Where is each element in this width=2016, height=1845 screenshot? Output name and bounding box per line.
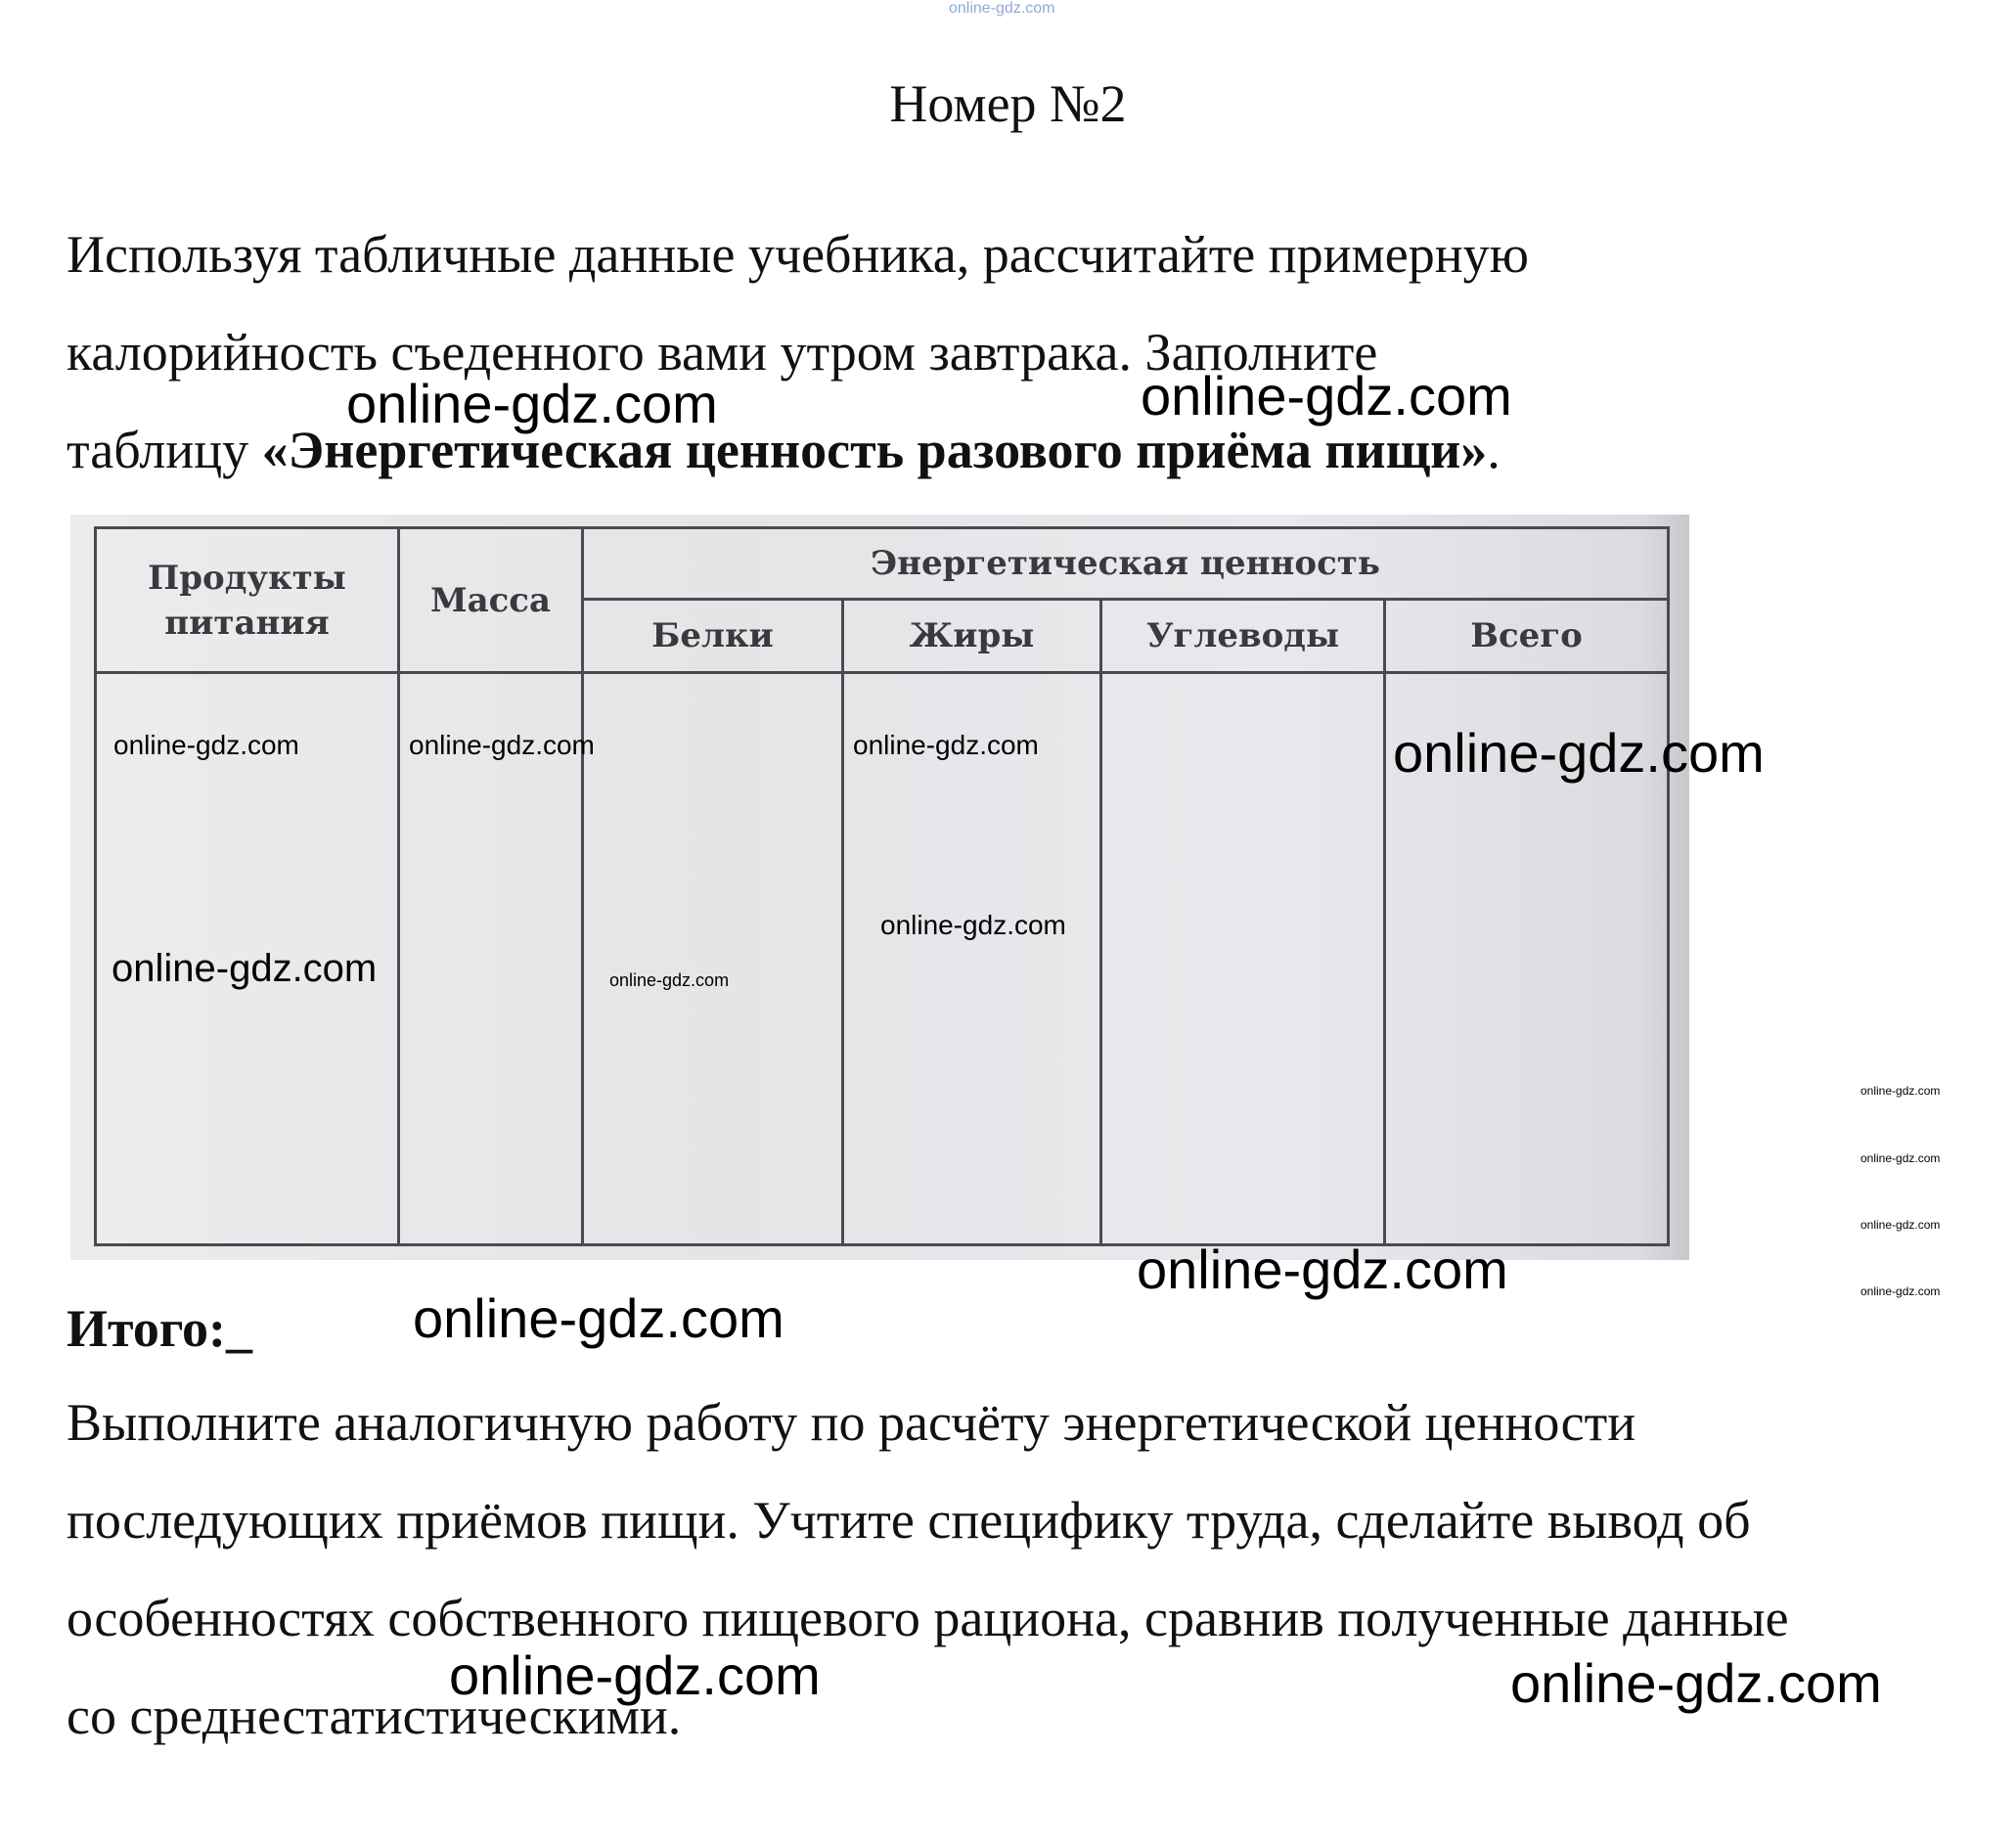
watermark: online-gdz.com <box>113 730 299 760</box>
header-energy-value: Энергетическая ценность <box>583 528 1669 600</box>
watermark: online-gdz.com <box>1860 1284 1941 1298</box>
watermark: online-gdz.com <box>609 970 730 990</box>
task-1-line-3-prefix: таблицу <box>67 421 262 479</box>
watermark: online-gdz.com <box>112 947 378 990</box>
table-name-bold: «Энергетическая ценность разового приёма пищи» <box>261 421 1488 479</box>
watermark: online-gdz.com <box>1141 365 1512 427</box>
header-proteins: Белки <box>583 600 843 673</box>
total-label: Итого:_ <box>67 1299 252 1358</box>
header-products-line-1: Продукты <box>148 558 346 598</box>
watermark: online-gdz.com <box>409 730 595 760</box>
watermark: online-gdz.com <box>1137 1238 1508 1300</box>
watermark: online-gdz.com <box>1510 1652 1882 1714</box>
header-mass: Масса <box>399 528 583 673</box>
task-2-line-4: со среднестатистическими. <box>67 1687 682 1745</box>
watermark: online-gdz.com <box>1393 722 1765 784</box>
watermark: online-gdz.com <box>1860 1151 1941 1165</box>
watermark: online-gdz.com <box>1860 1218 1941 1232</box>
cell-proteins <box>583 673 843 1245</box>
watermark: online-gdz.com <box>880 910 1066 940</box>
header-fats: Жиры <box>843 600 1101 673</box>
watermark: online-gdz.com <box>346 373 718 434</box>
cell-carbs <box>1101 673 1385 1245</box>
task-2-line-1: Выполните аналогичную работу по расчёту энергетической ценности <box>67 1393 1636 1452</box>
energy-value-table <box>94 526 1670 1246</box>
task-1-line-1: Используя табличные данные учебника, рассчитайте примерную <box>67 225 1529 284</box>
header-products <box>96 528 399 673</box>
header-products-line-2: питания <box>164 603 330 643</box>
watermark: online-gdz.com <box>1860 1084 1941 1098</box>
watermark: online-gdz.com <box>853 730 1039 760</box>
watermark: online-gdz.com <box>449 1644 821 1706</box>
task-2-line-2: последующих приёмов пищи. Учтите специфику труда, сделайте вывод об <box>67 1491 1751 1550</box>
task-1-line-3-suffix: . <box>1487 421 1501 479</box>
watermark: online-gdz.com <box>413 1287 784 1349</box>
page-title: Номер №2 <box>889 74 1127 133</box>
header-total: Всего <box>1385 600 1669 673</box>
task-1-text <box>67 205 1529 499</box>
header-carbs: Углеводы <box>1101 600 1385 673</box>
scanned-table-image <box>70 515 1689 1260</box>
watermark-top: online-gdz.com <box>949 0 1055 17</box>
task-2-line-3: особенностях собственного пищевого рациона, сравнив полученные данные <box>67 1589 1789 1647</box>
task-1-line-2: калорийность съеденного вами утром завтрака. Заполните <box>67 323 1378 382</box>
